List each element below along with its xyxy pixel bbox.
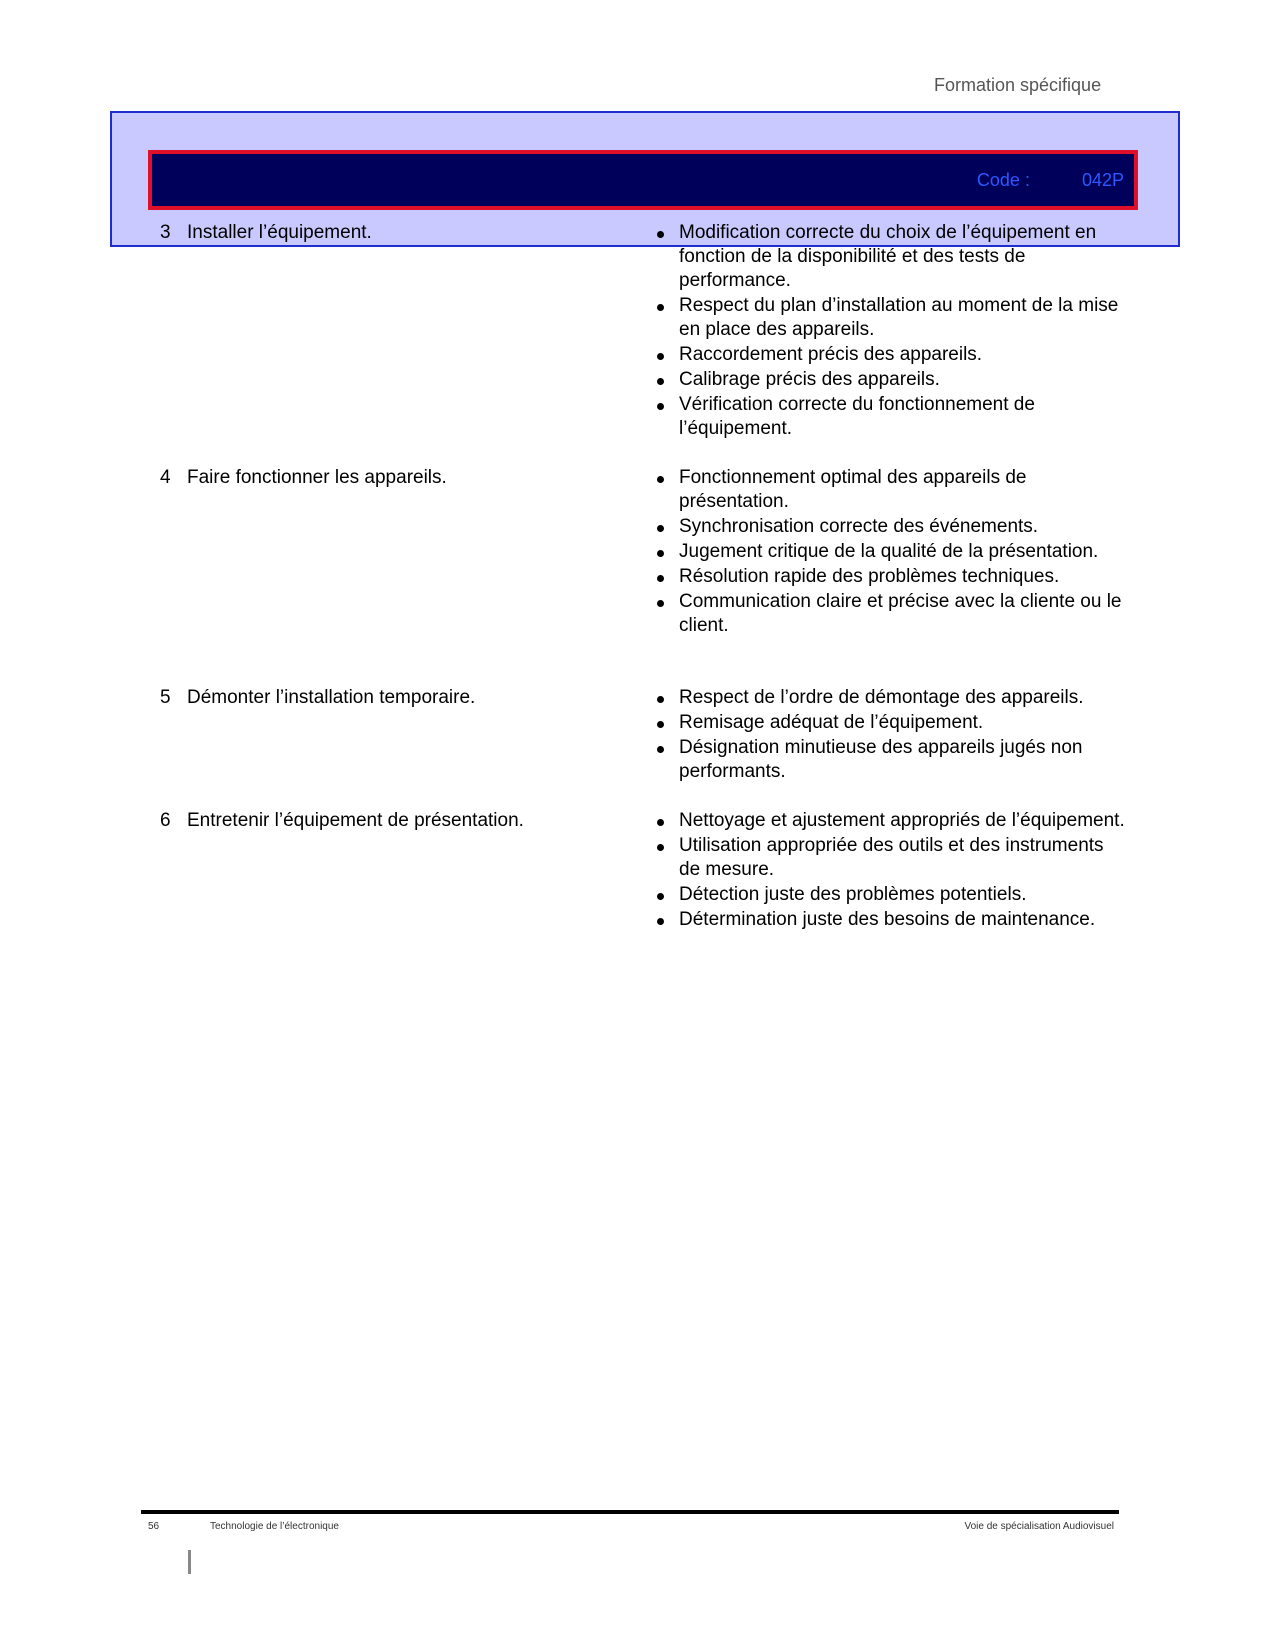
step-text: Installer l’équipement. bbox=[187, 222, 372, 243]
criterion-item: Fonctionnement optimal des appareils de présentation. bbox=[657, 466, 1127, 514]
criterion-item: Respect de l’ordre de démontage des appareils. bbox=[657, 686, 1127, 710]
criterion-item: Détection juste des problèmes potentiels. bbox=[657, 883, 1127, 907]
code-value: 042P bbox=[1081, 170, 1124, 190]
criterion-item: Jugement critique de la qualité de la présentation. bbox=[657, 540, 1127, 564]
criteria-list bbox=[657, 809, 1127, 933]
criteria-list bbox=[657, 466, 1127, 639]
text-cursor-marker bbox=[188, 1550, 191, 1574]
step-label bbox=[160, 686, 640, 710]
step-text: Faire fonctionner les appareils. bbox=[187, 467, 447, 488]
criterion-item: Communication claire et précise avec la cliente ou le client. bbox=[657, 590, 1127, 638]
step-text: Entretenir l’équipement de présentation. bbox=[187, 810, 524, 831]
criterion-item: Désignation minutieuse des appareils jugés non performants. bbox=[657, 736, 1127, 784]
criteria-list bbox=[657, 686, 1127, 785]
criteria-list bbox=[657, 221, 1127, 442]
criterion-item: Résolution rapide des problèmes techniques. bbox=[657, 565, 1127, 589]
criterion-item: Modification correcte du choix de l’équipement en fonction de la disponibilité et des tests de performance. bbox=[657, 221, 1127, 293]
criterion-item: Nettoyage et ajustement appropriés de l’équipement. bbox=[657, 809, 1127, 833]
step-number: 3 bbox=[160, 222, 171, 243]
step-label bbox=[160, 221, 640, 245]
criterion-item: Respect du plan d’installation au moment de la mise en place des appareils. bbox=[657, 294, 1127, 342]
criterion-item: Vérification correcte du fonctionnement de l’équipement. bbox=[657, 393, 1127, 441]
criterion-item: Synchronisation correcte des événements. bbox=[657, 515, 1127, 539]
criterion-item: Calibrage précis des appareils. bbox=[657, 368, 1127, 392]
competency-title-band bbox=[148, 150, 1138, 210]
step-label bbox=[160, 809, 640, 833]
section-label: Formation spécifique bbox=[934, 75, 1102, 95]
page-number: 56 bbox=[148, 1521, 160, 1532]
specialization-track: Voie de spécialisation Audiovisuel bbox=[964, 1521, 1114, 1532]
footer-rule bbox=[141, 1510, 1119, 1514]
step-number: 5 bbox=[160, 687, 171, 708]
step-text: Démonter l’installation temporaire. bbox=[187, 687, 476, 708]
step-number: 4 bbox=[160, 467, 171, 488]
code-label: Code : bbox=[976, 170, 1030, 190]
criterion-item: Détermination juste des besoins de maintenance. bbox=[657, 908, 1127, 932]
step-label bbox=[160, 466, 640, 490]
step-number: 6 bbox=[160, 810, 171, 831]
criterion-item: Utilisation appropriée des outils et des instruments de mesure. bbox=[657, 834, 1127, 882]
program-name: Technologie de l’électronique bbox=[210, 1521, 339, 1532]
criterion-item: Raccordement précis des appareils. bbox=[657, 343, 1127, 367]
competency-code bbox=[977, 170, 1124, 191]
criterion-item: Remisage adéquat de l’équipement. bbox=[657, 711, 1127, 735]
